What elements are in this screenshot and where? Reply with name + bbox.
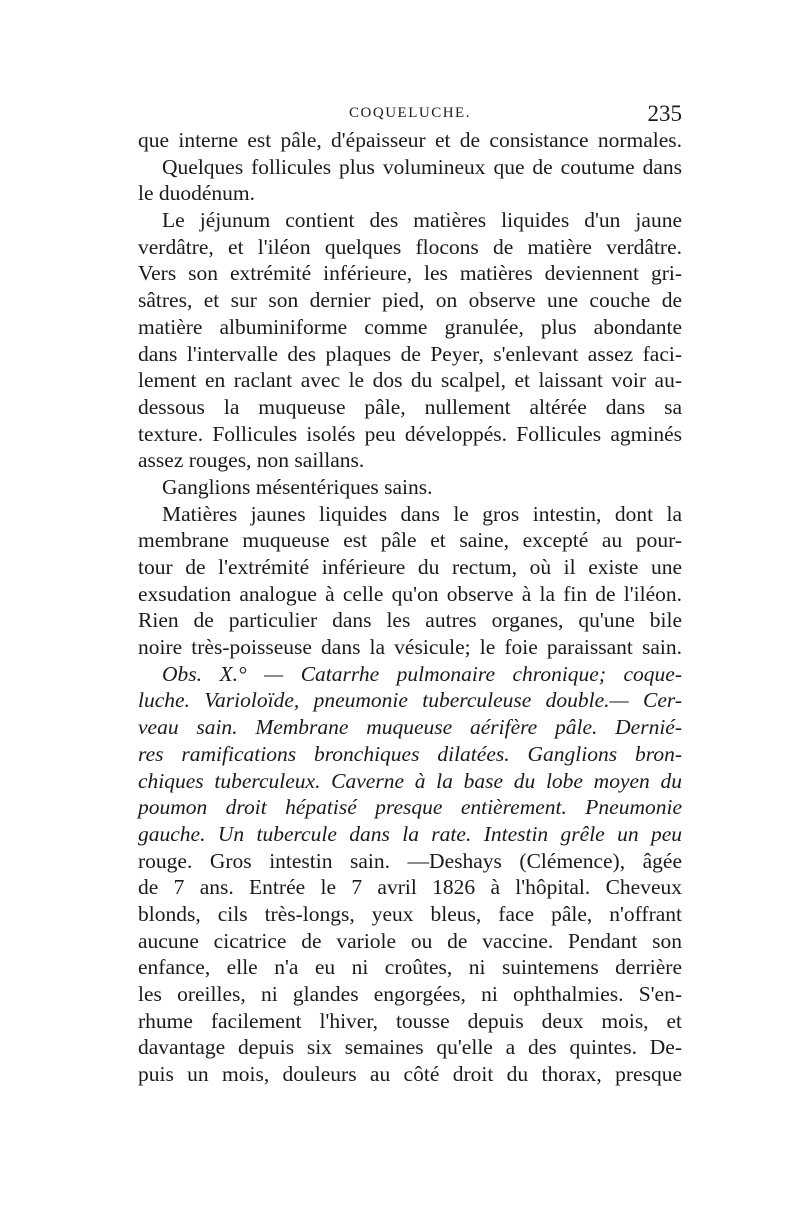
body-text	[138, 127, 682, 1088]
text-line: puis un mois, douleurs au côté droit du thorax, presque	[138, 1062, 682, 1087]
text-line: davantage depuis six semaines qu'elle a des quintes. De-	[138, 1035, 682, 1060]
text-line: noire très-poisseuse dans la vésicule; le foie paraissant sain.	[138, 635, 682, 660]
text-line: Le jéjunum contient des matières liquides d'un jaune	[162, 208, 682, 233]
text-line: res ramifications bronchiques dilatées. Ganglions bron-	[138, 741, 682, 766]
text-line: que interne est pâle, d'épaisseur et de consistance normales.	[138, 128, 682, 152]
text-line: luche. Varioloïde, pneumonie tuberculeuse double.— Cer-	[138, 688, 682, 713]
text-line: poumon droit hépatisé presque entièrement. Pneumonie	[138, 795, 682, 820]
text-line: lement en raclant avec le dos du scalpel, et laissant voir au-	[138, 368, 682, 393]
text-line: Rien de particulier dans les autres organes, qu'une bile	[138, 608, 682, 633]
text-line: aucune cicatrice de variole ou de vaccine. Pendant son	[138, 928, 682, 953]
running-head	[138, 101, 682, 127]
running-title: COQUELUCHE.	[349, 105, 471, 121]
text-line: tour de l'extrémité inférieure du rectum, où il existe une	[138, 555, 682, 579]
text-line: Matières jaunes liquides dans le gros intestin, dont la	[162, 501, 682, 526]
text-line: Ganglions mésentériques sains.	[162, 474, 433, 499]
text-line: sâtres, et sur son dernier pied, on observe une couche de	[138, 288, 682, 313]
text-line: matière albuminiforme comme granulée, plus abondante	[138, 314, 682, 339]
page-number: 235	[647, 101, 682, 126]
text-line: rouge. Gros intestin sain. —Deshays (Clémence), âgée	[138, 848, 682, 873]
text-line: membrane muqueuse est pâle et saine, excepté au pour-	[138, 528, 682, 553]
text-line: verdâtre, et l'iléon quelques flocons de matière verdâtre.	[138, 234, 682, 259]
text-line: Quelques follicules plus volumineux que de coutume dans	[162, 154, 682, 179]
text-line: veau sain. Membrane muqueuse aérifère pâle. Dernié-	[138, 715, 682, 740]
text-line: dans l'intervalle des plaques de Peyer, s'enlevant assez faci-	[138, 341, 682, 366]
text-line: rhume facilement l'hiver, tousse depuis deux mois, et	[138, 1008, 682, 1033]
text-line: gauche. Un tubercule dans la rate. Intestin grêle un peu	[138, 821, 682, 846]
text-line: le duodénum.	[138, 181, 256, 206]
text-line: Vers son extrémité inférieure, les matières deviennent gri-	[138, 261, 682, 286]
text-line: chiques tuberculeux. Caverne à la base du lobe moyen du	[138, 768, 682, 793]
text-line: de 7 ans. Entrée le 7 avril 1826 à l'hôpital. Cheveux	[138, 875, 682, 900]
text-line: dessous la muqueuse pâle, nullement altérée dans sa	[138, 394, 682, 419]
text-line: les oreilles, ni glandes engorgées, ni ophthalmies. S'en-	[138, 982, 682, 1006]
text-line: Obs. X.° — Catarrhe pulmonaire chronique; coque-	[162, 661, 682, 686]
text-line: blonds, cils très-longs, yeux bleus, face pâle, n'offrant	[138, 901, 682, 926]
text-line: enfance, elle n'a eu ni croûtes, ni suintemens derrière	[138, 955, 682, 980]
text-line: texture. Follicules isolés peu développés. Follicules agminés	[138, 421, 682, 446]
text-line: assez rouges, non saillans.	[138, 448, 365, 473]
text-line: exsudation analogue à celle qu'on observe à la fin de l'iléon.	[138, 581, 682, 606]
